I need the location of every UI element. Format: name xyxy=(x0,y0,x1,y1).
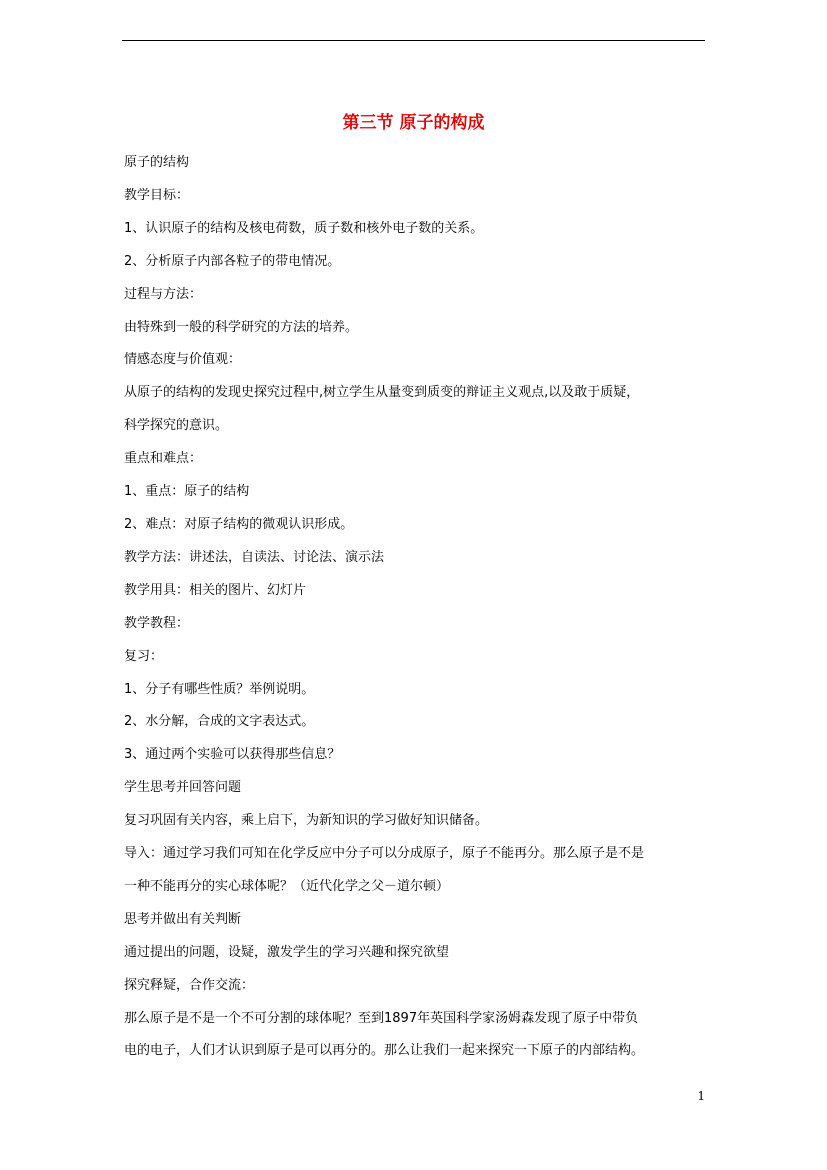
paragraph-student-activity: 学生思考并回答问题 xyxy=(124,780,242,796)
paragraph-attitude-text-line-2: 科学探究的意识。 xyxy=(124,418,229,434)
paragraph-keypoint-2: 2、难点：对原子结构的微观认识形成。 xyxy=(124,516,354,532)
paragraph-attitude-text-line-1: 从原子的结构的发现史探究过程中,树立学生从量变到质变的辩证主义观点,以及敢于质疑， xyxy=(124,385,640,401)
paragraph-keypoint-1: 1、重点：原子的结构 xyxy=(124,484,250,500)
paragraph-teaching-process-heading: 教学教程： xyxy=(124,615,190,631)
paragraph-review-purpose: 复习巩固有关内容，乘上启下，为新知识的学习做好知识储备。 xyxy=(124,813,489,829)
paragraph-keypoints-heading: 重点和难点： xyxy=(124,451,203,467)
paragraph-questioning-purpose: 通过提出的问题，设疑，激发学生的学习兴趣和探究欲望 xyxy=(124,944,450,960)
paragraph-teaching-tools: 教学用具：相关的图片、幻灯片 xyxy=(124,582,307,598)
document-title: 第三节 原子的构成 xyxy=(342,113,485,133)
paragraph-objective-2: 2、分析原子内部各粒子的带电情况。 xyxy=(124,253,341,269)
paragraph-explore-text-line-1: 那么原子是不是一个不可分割的球体呢？至到1897年英国科学家汤姆森发现了原子中带负 xyxy=(124,1010,639,1026)
paragraph-introduction-line-1: 导入：通过学习我们可知在化学反应中分子可以分成原子，原子不能再分。那么原子是不是 xyxy=(124,846,645,862)
paragraph-process-text: 由特殊到一般的科学研究的方法的培养。 xyxy=(124,319,359,335)
paragraph-review-3: 3、通过两个实验可以获得那些信息？ xyxy=(124,747,341,763)
paragraph-review-1: 1、分子有哪些性质？举例说明。 xyxy=(124,681,315,697)
paragraph-process-heading: 过程与方法： xyxy=(124,286,203,302)
paragraph-think-judge: 思考并做出有关判断 xyxy=(124,911,242,927)
paragraph-introduction-line-2: 一种不能再分的实心球体呢？（近代化学之父－道尔顿） xyxy=(124,878,450,894)
paragraph-objectives-heading: 教学目标： xyxy=(124,187,190,203)
paragraph-explore-text-line-2: 电的电子，人们才认识到原子是可以再分的。那么让我们一起来探究一下原子的内部结构。 xyxy=(124,1043,645,1059)
page-number: 1 xyxy=(697,1089,705,1103)
paragraph-review-2: 2、水分解，合成的文字表达式。 xyxy=(124,714,315,730)
paragraph-objective-1: 1、认识原子的结构及核电荷数，质子数和核外电子数的关系。 xyxy=(124,220,484,236)
paragraph-attitude-heading: 情感态度与价值观： xyxy=(124,352,242,368)
paragraph-review-heading: 复习： xyxy=(124,648,164,664)
header-rule xyxy=(122,40,705,41)
paragraph-section-heading: 原子的结构 xyxy=(124,155,190,170)
paragraph-teaching-methods: 教学方法：讲述法，自读法、讨论法、演示法 xyxy=(124,549,385,565)
document-body xyxy=(124,147,710,1068)
paragraph-explore-heading: 探究释疑，合作交流： xyxy=(124,977,255,993)
